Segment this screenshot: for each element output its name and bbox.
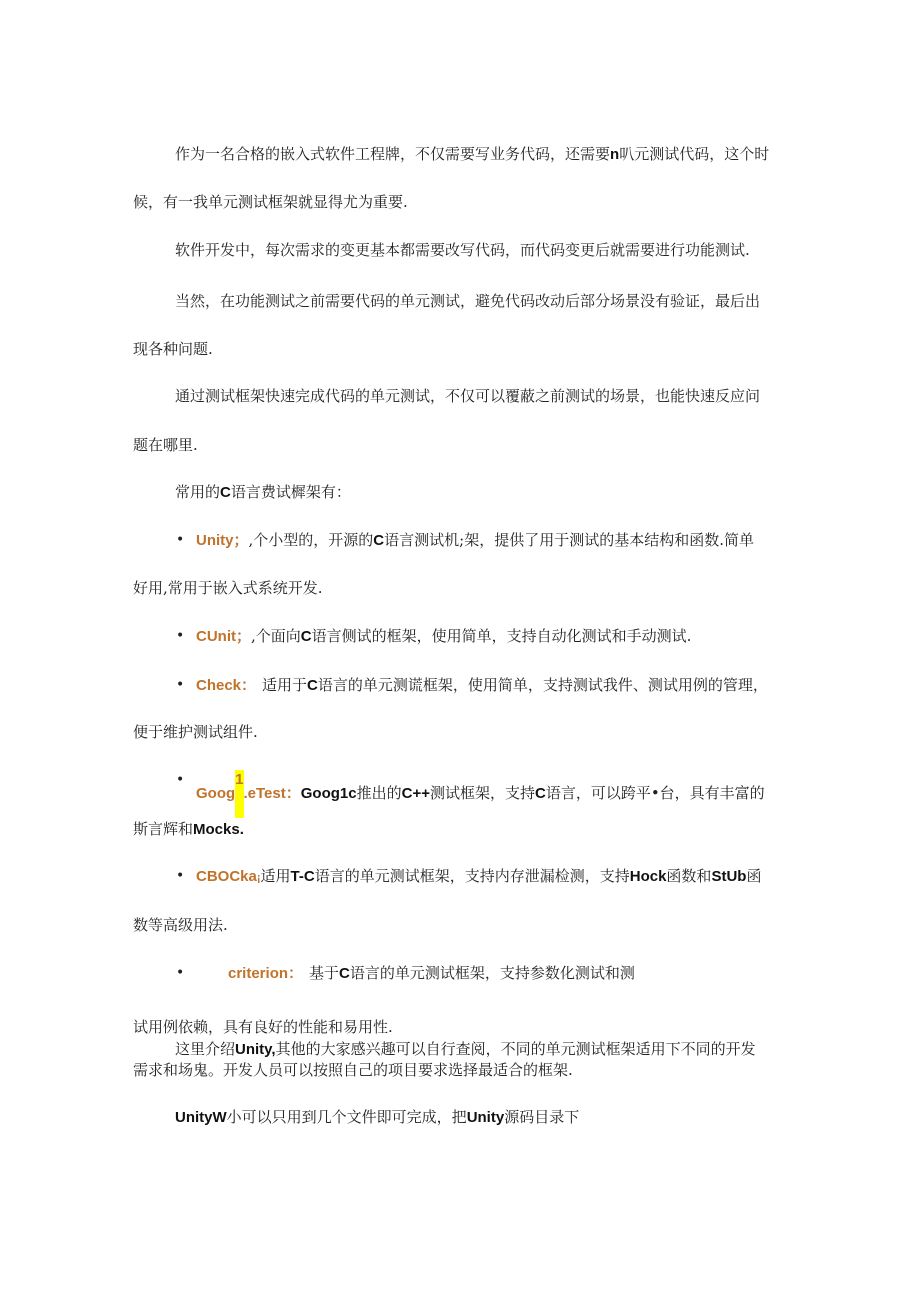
text-span-bold: Goog1c	[300, 785, 357, 802]
paragraph-framework-line1: 通过测试框架快速完成代码的单元测试，不仅可以覆蔽之前测试的场景，也能快速反应问	[175, 387, 761, 405]
text-span: 函数和	[666, 867, 712, 885]
paragraph-intro-line1	[133, 144, 835, 165]
framework-name-check: Check：	[196, 677, 257, 694]
list-item-googletest	[196, 770, 796, 818]
text-span: 这里介绍	[175, 1040, 236, 1058]
text-span-bold: Hock	[629, 868, 667, 885]
text-span-bold: UnityW	[175, 1109, 227, 1126]
text-span-bold: T-C	[290, 868, 315, 885]
text-span: 叭元测试代码，这个时	[619, 145, 770, 163]
list-item-criterion-line2: 试用例依赖，具有良好的性能和易用性.	[133, 1018, 393, 1036]
framework-name-cunit: CUnit；	[196, 628, 251, 645]
list-item-unity	[196, 530, 796, 551]
list-item-criterion	[228, 963, 788, 984]
text-span: 测试框架，支持	[429, 784, 535, 802]
text-span: 语言的单元测试框架，支持内存泄漏检测，支持	[314, 867, 630, 885]
text-span-bold: Unity	[466, 1109, 505, 1126]
text-span: ,个面向	[251, 627, 301, 645]
list-item-cmocka-line2: 数等高级用法.	[133, 916, 228, 934]
text-span: 语言的单元测试框架，支持参数化测试和测	[349, 964, 635, 982]
paragraph-framework-line2: 题在哪里.	[133, 436, 198, 454]
text-span: 作为一名合格的嵌入式软件工程牌，不仅需要写业务代码，还需要	[175, 145, 611, 163]
text-span-bold: Unity,	[235, 1041, 276, 1058]
paragraph-dev-changes: 软件开发中，每次需求的变更基本都需要改写代码，而代码变更后就需要进行功能测试.	[175, 241, 750, 259]
text-span: ,个小型的，开源的	[248, 531, 374, 549]
list-item-unity-line2: 好用,常用于嵌入式系统开发.	[133, 579, 323, 597]
text-span-bold: StUb	[711, 868, 747, 885]
list-item-check-line2: 便于维护测试组件.	[133, 723, 258, 741]
framework-name-googletest-tail: .eTest：	[243, 785, 301, 802]
framework-name-cmocka: CBOCka	[196, 868, 257, 885]
bullet-marker: •	[176, 628, 185, 644]
highlight-mark: 1	[235, 770, 243, 818]
text-span-bold: n	[610, 146, 620, 163]
text-span: 源码目录下	[504, 1108, 580, 1126]
paragraph-closing-line2: 需求和场鬼。开发人员可以按照自己的项目要求选择最适合的框架.	[133, 1061, 573, 1079]
bullet-marker: •	[176, 772, 185, 788]
text-span: ¡	[256, 872, 261, 884]
text-span-bold: C	[339, 965, 350, 982]
text-span: 适用于	[262, 676, 308, 694]
paragraph-unity-files	[133, 1107, 835, 1128]
text-span: 其他的大家感兴趣可以自行查阅，不同的单元测试框架适用下不同的开发	[275, 1040, 756, 1058]
bullet-marker: •	[176, 677, 185, 693]
framework-name-criterion: criterion：	[228, 965, 304, 982]
list-item-cmocka	[196, 866, 796, 888]
text-span-bold: C	[534, 785, 546, 802]
text-span: 常用的	[175, 483, 221, 501]
framework-name-googletest: Goog	[196, 785, 236, 802]
text-span: 适用	[260, 867, 291, 885]
text-span: 语言测试机;架，提供了用于测试的基本结构和函数.简单	[384, 531, 754, 549]
framework-name-unity: Unity；	[196, 532, 249, 549]
list-item-googletest-line2	[133, 819, 793, 840]
text-span: 语言，可以跨平•台，具有丰富的	[545, 784, 765, 802]
paragraph-unit-test-line1: 当然，在功能测试之前需要代码的单元测试，避免代码改动后部分场景没有验证，最后出	[175, 292, 761, 310]
list-item-check	[196, 675, 796, 696]
text-span: 语言费试樨架有：	[230, 483, 351, 501]
text-span: 基于	[309, 964, 340, 982]
paragraph-unit-test-line2: 现各种问题.	[133, 340, 213, 358]
text-span: 斯言辉和	[133, 820, 194, 838]
list-item-cunit	[196, 626, 796, 647]
bullet-marker: •	[176, 965, 185, 981]
paragraph-closing-line1	[133, 1039, 835, 1060]
paragraph-intro-line2: 候，有一我单元测试框架就显得尤为重要.	[133, 193, 408, 211]
text-span: 语言侧试的框架，使用简单，支持自动化测试和手动测试.	[311, 627, 692, 645]
paragraph-common-frameworks	[133, 482, 835, 503]
text-span-bold: C	[373, 532, 385, 549]
text-span: 小可以只用到几个文件即可完成，把	[226, 1108, 467, 1126]
bullet-marker: •	[176, 532, 185, 548]
bullet-marker: •	[176, 868, 185, 884]
text-span-bold: C	[300, 628, 312, 645]
text-span-bold: C	[220, 484, 231, 501]
text-span-bold: Mocks.	[193, 821, 244, 838]
text-span: 推出的	[356, 784, 402, 802]
text-span: 语言的单元测谎框架，使用简单，支持测试我件、测试用例的管理，	[317, 676, 768, 694]
text-span-bold: C	[307, 677, 318, 694]
text-span-bold: C++	[401, 785, 430, 802]
text-span: 函	[746, 867, 762, 885]
